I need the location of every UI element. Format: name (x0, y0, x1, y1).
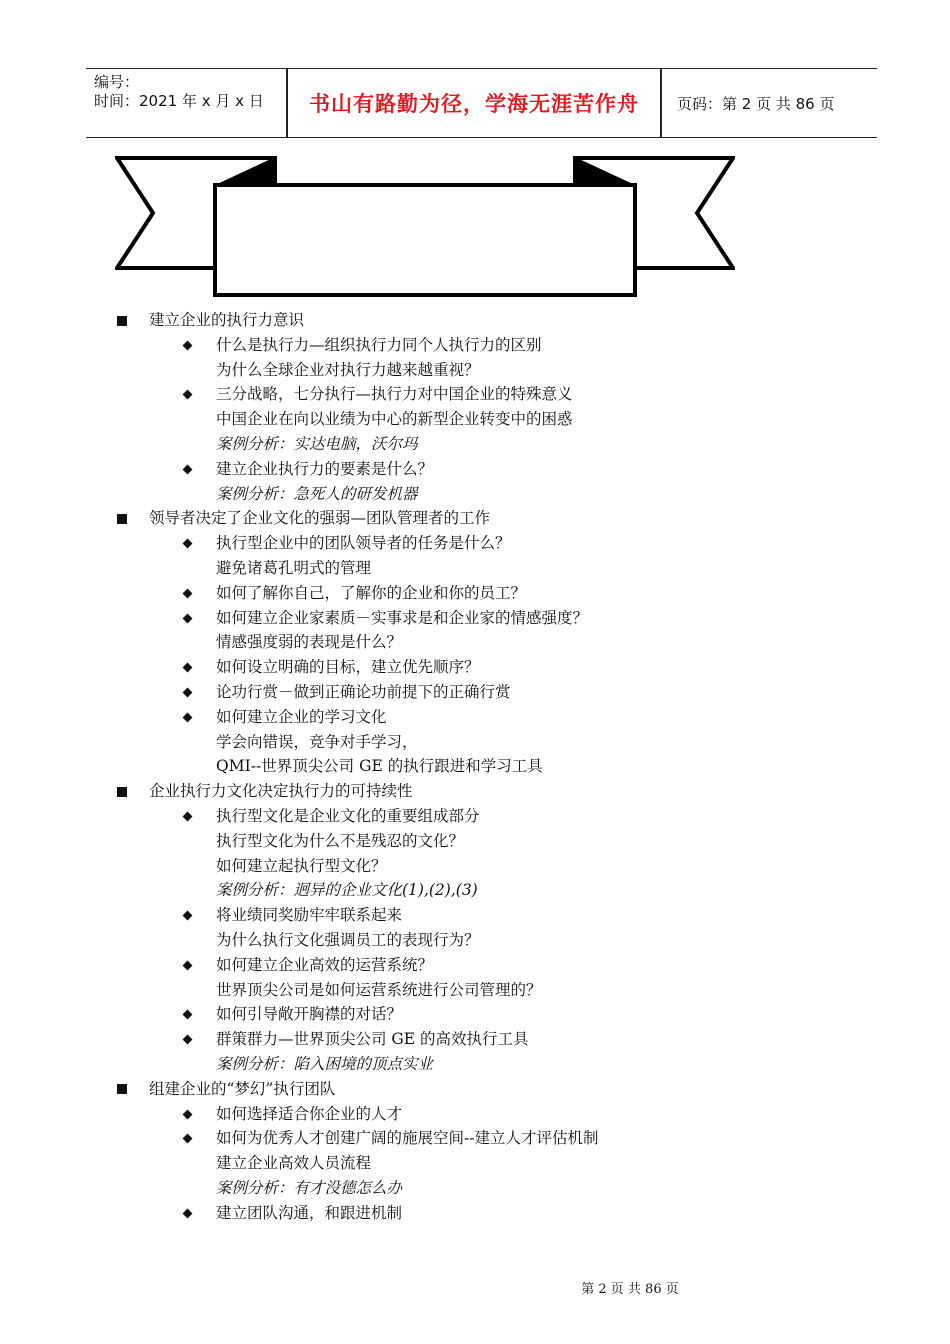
square-bullet-icon (117, 787, 127, 797)
outline-item: 建立企业高效人员流程 (216, 1154, 372, 1173)
page-footer: 第 2 页 共 86 页 (581, 1282, 679, 1297)
outline-item: 论功行赏－做到正确论功前提下的正确行赏 (216, 683, 511, 701)
outline-item: 将业绩同奖励牢牢联系起来 (216, 906, 403, 925)
ribbon-center-panel (215, 185, 635, 295)
diamond-bullet-icon (183, 1134, 193, 1144)
outline-item: 如何设立明确的目标，建立优先顺序？ (216, 658, 480, 677)
outline-section-heading: 企业执行力文化决定执行力的可持续性 (149, 782, 413, 801)
outline-case-study: 案例分析：有才没德怎么办 (216, 1179, 403, 1197)
outline-item: QMI--世界顶尖公司 GE 的执行跟进和学习工具 (216, 757, 543, 776)
outline-item: 什么是执行力—组织执行力同个人执行力的区别 (216, 335, 542, 354)
outline-item: 如何为优秀人才创建广阔的施展空间--建立人才评估机制 (216, 1129, 599, 1148)
diamond-bullet-icon (183, 1010, 193, 1020)
outline-item: 三分战略，七分执行—执行力对中国企业的特殊意义 (216, 385, 573, 404)
outline-item: 如何建立企业家素质－实事求是和企业家的情感强度？ (216, 608, 589, 627)
diamond-bullet-icon (183, 960, 193, 970)
diamond-bullet-icon (183, 539, 193, 549)
outline-item: 执行型文化是企业文化的重要组成部分 (216, 807, 480, 825)
diamond-bullet-icon (183, 688, 193, 698)
diamond-bullet-icon (183, 588, 193, 598)
outline-item: 学会向错误，竞争对手学习， (216, 732, 418, 751)
header-motto: 书山有路勤为径，学海无涯苦作舟 (309, 92, 639, 116)
diamond-bullet-icon (183, 464, 193, 474)
outline-item: 如何建立企业的学习文化 (216, 707, 387, 726)
ribbon-banner-graphic (115, 155, 735, 300)
outline-item: 为什么全球企业对执行力越来越重视？ (216, 360, 480, 379)
outline-item: 执行型企业中的团队领导者的任务是什么？ (216, 534, 511, 553)
diamond-bullet-icon (183, 663, 193, 673)
outline-item: 建立企业执行力的要素是什么？ (216, 459, 434, 478)
outline-item: 如何建立企业高效的运营系统？ (216, 955, 434, 974)
outline-case-study: 案例分析：实达电脑，沃尔玛 (216, 435, 418, 453)
outline-case-study: 案例分析：迥异的企业文化(1),(2),(3) (216, 881, 478, 900)
header-meta-cell (86, 69, 286, 137)
square-bullet-icon (117, 316, 127, 326)
outline-section-heading: 建立企业的执行力意识 (149, 311, 305, 329)
header-divider (660, 69, 662, 137)
outline-item: 执行型文化为什么不是残忍的文化？ (216, 831, 465, 850)
diamond-bullet-icon (183, 340, 193, 350)
diamond-bullet-icon (183, 1109, 193, 1119)
outline-item: 世界顶尖公司是如何运营系统进行公司管理的？ (216, 980, 542, 999)
square-bullet-icon (117, 514, 127, 524)
outline-section-heading: 领导者决定了企业文化的强弱—团队管理者的工作 (149, 509, 491, 528)
diamond-bullet-icon (183, 1208, 193, 1218)
outline-item: 避免诸葛孔明式的管理 (216, 559, 372, 577)
outline-item: 群策群力—世界顶尖公司 GE 的高效执行工具 (216, 1030, 529, 1049)
diamond-bullet-icon (183, 613, 193, 623)
outline-item: 如何建立起执行型文化？ (216, 856, 387, 875)
outline-section-heading: 组建企业的“梦幻”执行团队 (149, 1079, 336, 1098)
diamond-bullet-icon (183, 390, 193, 400)
outline-item: 情感强度弱的表现是什么？ (216, 633, 403, 652)
outline-item: 建立团队沟通，和跟进机制 (216, 1203, 403, 1222)
outline-item: 中国企业在向以业绩为中心的新型企业转变中的困惑 (216, 410, 573, 429)
diamond-bullet-icon (183, 712, 193, 722)
outline-item: 如何选择适合你企业的人才 (216, 1104, 403, 1123)
header-page-label (669, 69, 834, 137)
diamond-bullet-icon (183, 812, 193, 822)
square-bullet-icon (117, 1084, 127, 1094)
document-header (86, 68, 877, 138)
diamond-bullet-icon (183, 911, 193, 921)
document-number-label: 编号： (94, 73, 140, 91)
outline-case-study: 案例分析：陷入困境的顶点实业 (216, 1055, 434, 1073)
page-indicator: 页码：第 2 页 共 86 页 (677, 94, 835, 113)
document-time-label: 时间：2021 年 x 月 x 日 (94, 92, 264, 110)
outline-item: 为什么执行文化强调员工的表现行为？ (216, 931, 480, 949)
outline-item: 如何了解你自己，了解你的企业和你的员工？ (216, 583, 527, 602)
outline-item: 如何引导敞开胸襟的对话？ (216, 1005, 403, 1024)
outline-case-study: 案例分析：急死人的研发机器 (216, 484, 418, 503)
diamond-bullet-icon (183, 1035, 193, 1045)
